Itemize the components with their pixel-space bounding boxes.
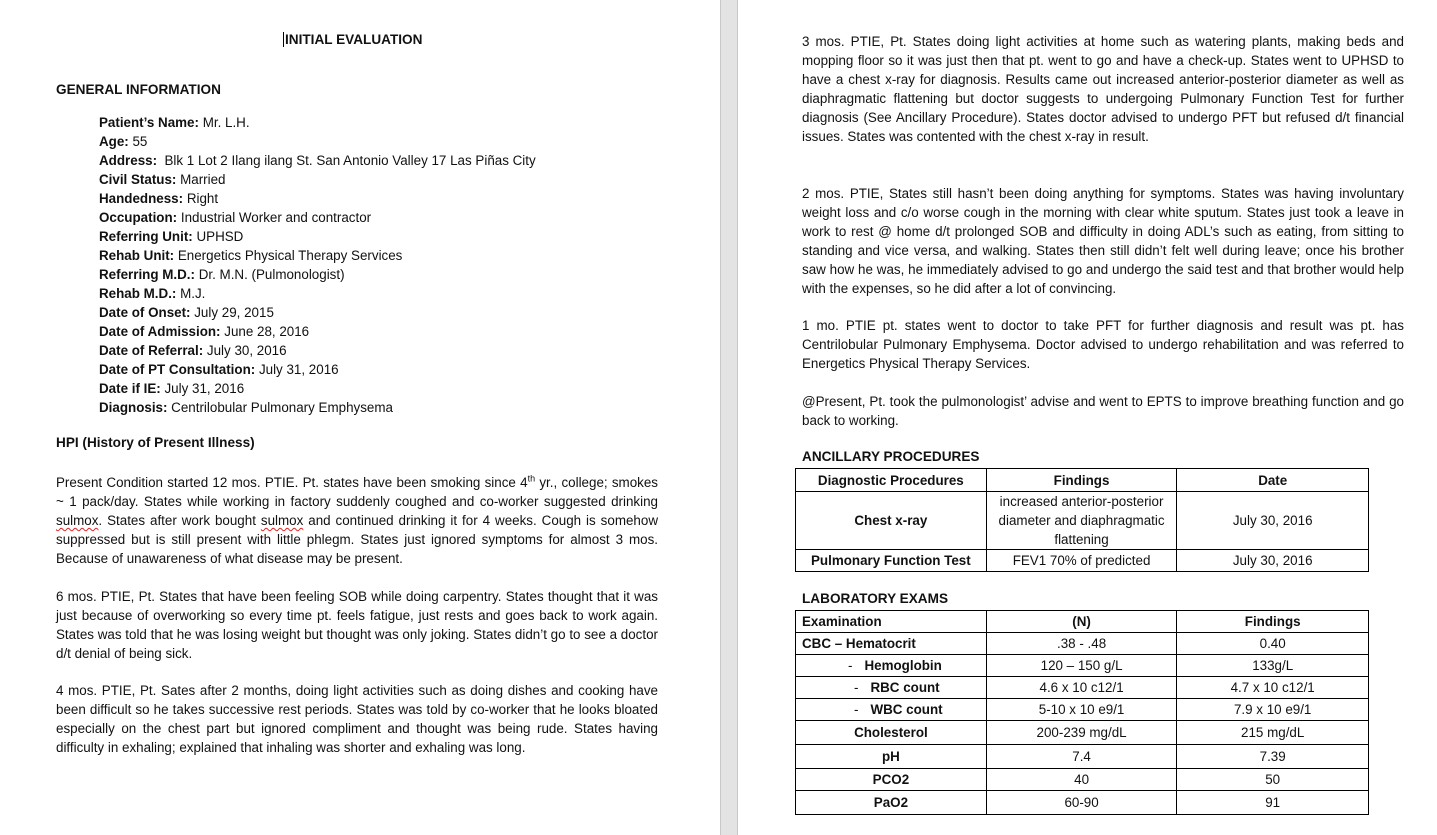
hpi-paragraph-7: @Present, Pt. took the pulmonologist’ advise and went to EPTS to improve breathing function and go back to working. xyxy=(802,394,1404,428)
table-header-row xyxy=(796,469,1369,492)
exam-name: - WBC count xyxy=(796,699,987,721)
hpi-paragraph-2: 6 mos. PTIE, Pt. States that have been feeling SOB while doing carpentry. States thought that it was just because of overworking so every time pt. feels fatigue, just rests and goes back to work again. States was told that he was losing weight but thought was only joking. States didn’t go to see a doctor d/t denial of being sick. xyxy=(56,589,658,661)
table-row xyxy=(796,745,1369,769)
procedure-date: July 30, 2016 xyxy=(1177,550,1369,572)
table-row xyxy=(796,769,1369,791)
procedure-findings: increased anterior-posterior diameter and diaphragmatic flattening xyxy=(986,492,1177,550)
exam-normal-range: 200-239 mg/dL xyxy=(986,721,1177,745)
info-civil-status: Civil Status: Married xyxy=(99,172,226,187)
exam-name: pH xyxy=(796,745,987,769)
exam-finding: 50 xyxy=(1177,769,1369,791)
procedure-name: Chest x-ray xyxy=(796,492,987,550)
laboratory-exams-table xyxy=(795,610,1369,815)
info-rehab-md: Rehab M.D.: M.J. xyxy=(99,286,206,301)
hpi-paragraph-1: Present Condition started 12 mos. PTIE. Pt. states have been smoking since 4th yr., college; smokes ~ 1 pack/day. States while working in factory suddenly coughed and co-worker suggested drinking sulmox. States after work bought sulmox and continued drinking it for 4 weeks. Cough is somehow suppressed but is still present with little phlegm. States just ignored symptoms for almost 3 mos. Because of unawareness of what disease may be present. xyxy=(56,473,658,566)
hpi-paragraph-3: 4 mos. PTIE, Pt. Sates after 2 months, doing light activities such as doing dishes and cooking have been difficult so he takes successive rest periods. States was told by co-worker that he looks bloated especially on the chest part but ignored compliment and thought was being rude. States having difficulty in exhaling; explained that inhaling was shorter and exhaling was long. xyxy=(56,683,658,755)
column-header: Date xyxy=(1177,469,1369,492)
column-header: (N) xyxy=(986,611,1177,633)
info-address: Address: Blk 1 Lot 2 Ilang ilang St. San Antonio Valley 17 Las Piñas City xyxy=(99,153,536,168)
general-information-heading: GENERAL INFORMATION xyxy=(56,82,221,97)
exam-normal-range: 60-90 xyxy=(986,791,1177,815)
exam-normal-range: 40 xyxy=(986,769,1177,791)
exam-finding: 215 mg/dL xyxy=(1177,721,1369,745)
text-cursor xyxy=(283,32,284,47)
exam-finding: 7.39 xyxy=(1177,745,1369,769)
general-information-list xyxy=(99,113,699,417)
exam-finding: 133g/L xyxy=(1177,655,1369,677)
laboratory-exams-heading: LABORATORY EXAMS xyxy=(802,591,949,606)
table-row xyxy=(796,791,1369,815)
ancillary-procedures-table xyxy=(795,468,1369,572)
exam-finding: 91 xyxy=(1177,791,1369,815)
page-gutter xyxy=(720,0,738,835)
hpi-heading: HPI (History of Present Illness) xyxy=(56,435,255,450)
exam-finding: 7.9 x 10 e9/1 xyxy=(1177,699,1369,721)
procedure-date: July 30, 2016 xyxy=(1177,492,1369,550)
exam-finding: 4.7 x 10 c12/1 xyxy=(1177,677,1369,699)
info-age: Age: 55 xyxy=(99,134,148,149)
info-rehab-unit: Rehab Unit: Energetics Physical Therapy Services xyxy=(99,248,403,263)
document-title: INITIAL EVALUATION xyxy=(285,32,423,47)
column-header: Findings xyxy=(1177,611,1369,633)
info-referring-unit: Referring Unit: UPHSD xyxy=(99,229,244,244)
procedure-findings: FEV1 70% of predicted xyxy=(986,550,1177,572)
hpi-paragraph-5: 2 mos. PTIE, States still hasn’t been doing anything for symptoms. States was having involuntary weight loss and c/o worse cough in the morning with clear white sputum. States just took a leave in work to rest @ home d/t prolonged SOB and difficulty in doing ADL’s such as eating, from sitting to standing and vice versa, and walking. States then still didn’t felt well during leave; once his brother saw how he was, he immediately advised to go and undergo the said test and that brother would help with the expenses, so he did after a lot of convincing. xyxy=(802,186,1404,296)
exam-normal-range: .38 - .48 xyxy=(986,633,1177,655)
info-occupation: Occupation: Industrial Worker and contractor xyxy=(99,210,372,225)
exam-name: CBC – Hematocrit xyxy=(796,633,987,655)
hpi-paragraph-6: 1 mo. PTIE pt. states went to doctor to take PFT for further diagnosis and result was pt. has Centrilobular Pulmonary Emphysema. Doctor advised to undergo rehabilitation and was referred to Energetics Physical Therapy Services. xyxy=(802,318,1404,371)
table-row xyxy=(796,633,1369,655)
table-row xyxy=(796,677,1369,699)
column-header: Examination xyxy=(796,611,987,633)
info-date-of-admission: Date of Admission: June 28, 2016 xyxy=(99,324,310,339)
exam-name: - RBC count xyxy=(796,677,987,699)
exam-name: Cholesterol xyxy=(796,721,987,745)
exam-name: - Hemoglobin xyxy=(796,655,987,677)
table-header-row xyxy=(796,611,1369,633)
info-date-of-ie: Date if IE: July 31, 2016 xyxy=(99,381,245,396)
hpi-paragraph-4: 3 mos. PTIE, Pt. States doing light activities at home such as watering plants, making beds and mopping floor so it was just then that pt. went to go and have a check-up. States went to UPHSD to have a chest x-ray for diagnosis. Results came out increased anterior-posterior diameter as well as diaphragmatic flattening but doctor suggests to undergoing Pulmonary Function Test for further diagnosis (See Ancillary Procedure). States doctor advised to undergo PFT but refused d/t financial issues. States was contented with the chest x-ray in result. xyxy=(802,34,1404,144)
info-handedness: Handedness: Right xyxy=(99,191,219,206)
info-date-of-pt-consultation: Date of PT Consultation: July 31, 2016 xyxy=(99,362,339,377)
table-row xyxy=(796,721,1369,745)
exam-name: PCO2 xyxy=(796,769,987,791)
exam-finding: 0.40 xyxy=(1177,633,1369,655)
table-row xyxy=(796,655,1369,677)
ancillary-procedures-heading: ANCILLARY PROCEDURES xyxy=(802,449,980,464)
procedure-name: Pulmonary Function Test xyxy=(796,550,987,572)
info-patient-name: Patient’s Name: Mr. L.H. xyxy=(99,115,250,130)
info-diagnosis: Diagnosis: Centrilobular Pulmonary Emphysema xyxy=(99,400,393,415)
table-row xyxy=(796,699,1369,721)
exam-normal-range: 7.4 xyxy=(986,745,1177,769)
info-date-of-referral: Date of Referral: July 30, 2016 xyxy=(99,343,287,358)
exam-normal-range: 120 – 150 g/L xyxy=(986,655,1177,677)
column-header: Findings xyxy=(986,469,1177,492)
exam-normal-range: 4.6 x 10 c12/1 xyxy=(986,677,1177,699)
document-page-right xyxy=(738,0,1437,835)
exam-name: PaO2 xyxy=(796,791,987,815)
info-referring-md: Referring M.D.: Dr. M.N. (Pulmonologist) xyxy=(99,267,345,282)
table-row xyxy=(796,492,1369,550)
column-header: Diagnostic Procedures xyxy=(796,469,987,492)
exam-normal-range: 5-10 x 10 e9/1 xyxy=(986,699,1177,721)
info-date-of-onset: Date of Onset: July 29, 2015 xyxy=(99,305,274,320)
table-row xyxy=(796,550,1369,572)
